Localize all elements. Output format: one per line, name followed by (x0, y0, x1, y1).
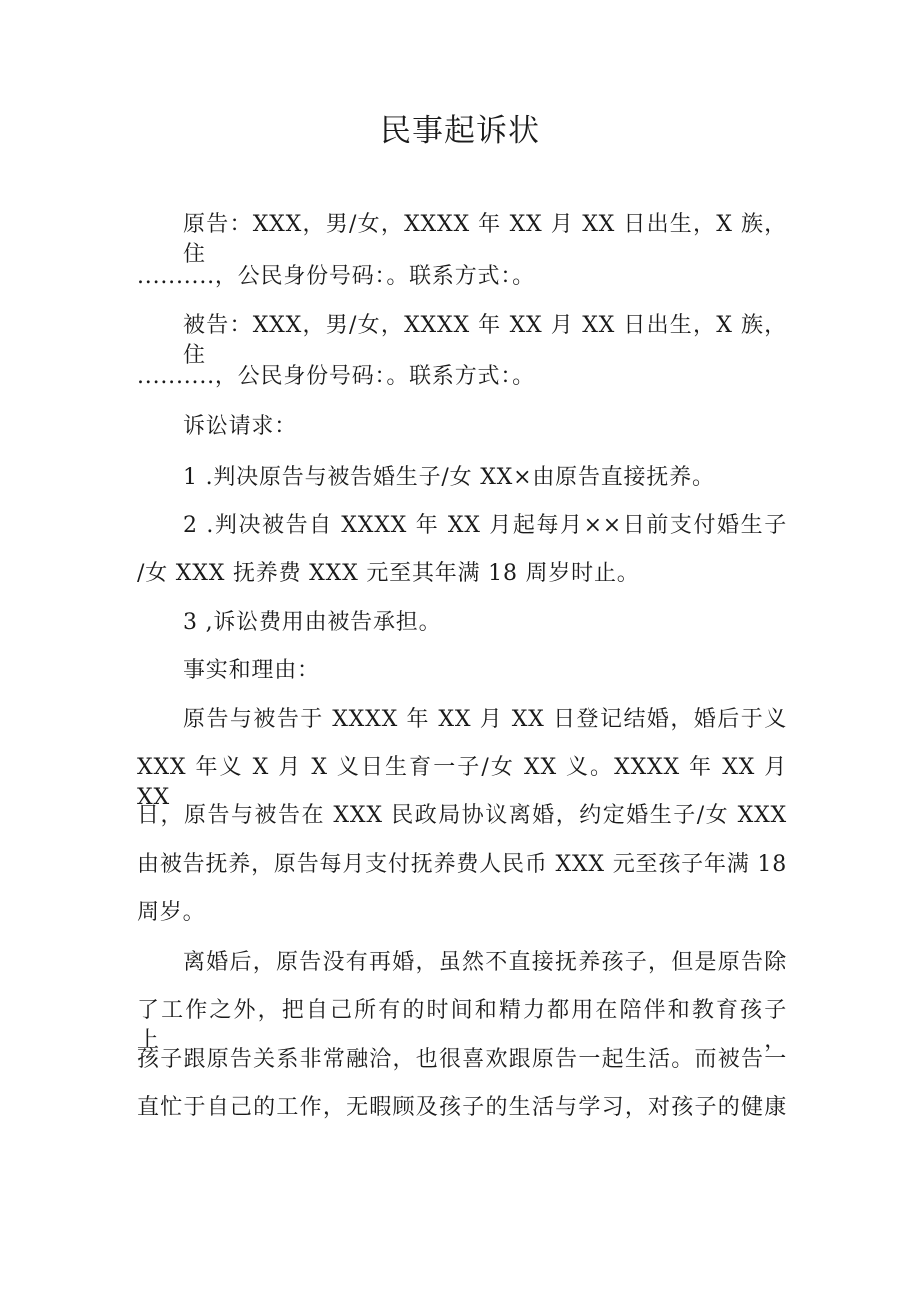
facts-paragraph-1-line-5: 周岁。 (137, 900, 206, 925)
facts-paragraph-2-line-3: 孩子跟原告关系非常融洽，也很喜欢跟原告一起生活。而被告一 (137, 1047, 787, 1072)
defendant-info-line-1: 被告：XXX，男/女，XXXX 年 XX 月 XX 日出生，X 族，住 (183, 313, 787, 368)
defendant-info-line-2: ..........，公民身份号码：。联系方式：。 (137, 364, 535, 389)
plaintiff-info-line-2: ..........，公民身份号码：。联系方式：。 (137, 264, 535, 289)
facts-paragraph-2-line-4: 直忙于自己的工作，无暇顾及孩子的生活与学习，对孩子的健康 (137, 1095, 787, 1120)
facts-heading: 事实和理由： (183, 658, 320, 683)
facts-paragraph-1-line-1: 原告与被告于 XXXX 年 XX 月 XX 日登记结婚，婚后于义 (183, 707, 787, 732)
claim-item-1: 1 .判决原告与被告婚生子/女 XX×由原告直接抚养。 (183, 465, 715, 490)
facts-paragraph-1-line-3: 日，原告与被告在 XXX 民政局协议离婚，约定婚生子/女 XXX (137, 803, 787, 828)
claim-item-2-line-2: /女 XXX 抚养费 XXX 元至其年满 18 周岁时止。 (137, 561, 640, 586)
facts-paragraph-1-line-4: 由被告抚养，原告每月支付抚养费人民币 XXX 元至孩子年满 18 (137, 852, 787, 877)
facts-paragraph-2-line-2: 了工作之外，把自己所有的时间和精力都用在陪伴和教育孩子上， (137, 998, 787, 1053)
claim-item-3: 3 ,诉讼费用由被告承担。 (183, 610, 442, 635)
facts-paragraph-2-line-1: 离婚后，原告没有再婚，虽然不直接抚养孩子，但是原告除 (183, 950, 787, 975)
facts-paragraph-1-line-2: XXX 年义 X 月 X 义日生育一子/女 XX 义。XXXX 年 XX 月 XX (137, 755, 787, 810)
claims-heading: 诉讼请求： (183, 414, 298, 439)
plaintiff-info-line-1: 原告：XXX，男/女，XXXX 年 XX 月 XX 日出生，X 族，住 (183, 212, 787, 267)
claim-item-2-line-1: 2 .判决被告自 XXXX 年 XX 月起每月××日前支付婚生子 (183, 513, 787, 538)
document-title: 民事起诉状 (380, 113, 540, 149)
